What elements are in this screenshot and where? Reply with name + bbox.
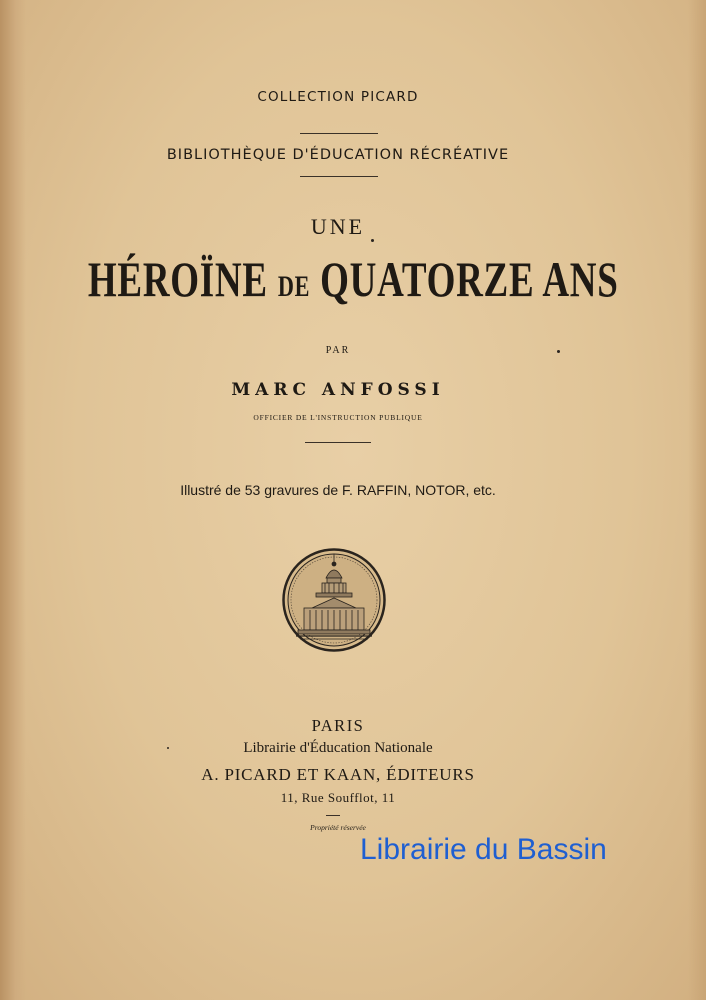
author-role: OFFICIER DE L'INSTRUCTION PUBLIQUE [253,413,423,422]
title-word-1: HÉROÏNE [87,251,268,307]
imprint-library: Librairie d'Éducation Nationale [243,740,433,756]
pantheon-emblem-icon [282,548,386,652]
imprint-city: PARIS [311,716,365,735]
title-word-2: QUATORZE ANS [320,251,619,307]
imprint-publishers: A. PICARD ET KAAN, ÉDITEURS [201,765,475,784]
divider [300,133,378,134]
book-title [87,250,619,308]
paper-speck [371,239,374,242]
illustrations-note: Illustré de 53 gravures de F. RAFFIN, NOTOR, etc. [180,482,496,498]
author-name: MARC ANFOSSI [231,380,445,400]
by-label: PAR [325,345,351,356]
divider [305,442,371,443]
divider [326,815,340,816]
watermark: Librairie du Bassin [360,833,607,866]
rights-note: Propriété réservée [310,823,366,832]
paper-speck [557,350,560,353]
library-line: BIBLIOTHÈQUE D'ÉDUCATION RÉCRÉATIVE [166,147,510,163]
imprint-address: 11, Rue Soufflot, 11 [280,790,396,805]
divider [300,176,378,177]
paper-speck [167,747,169,749]
title-connector: DE [277,270,311,303]
title-pre: UNE [310,214,366,239]
series-line: COLLECTION PICARD [257,89,419,105]
